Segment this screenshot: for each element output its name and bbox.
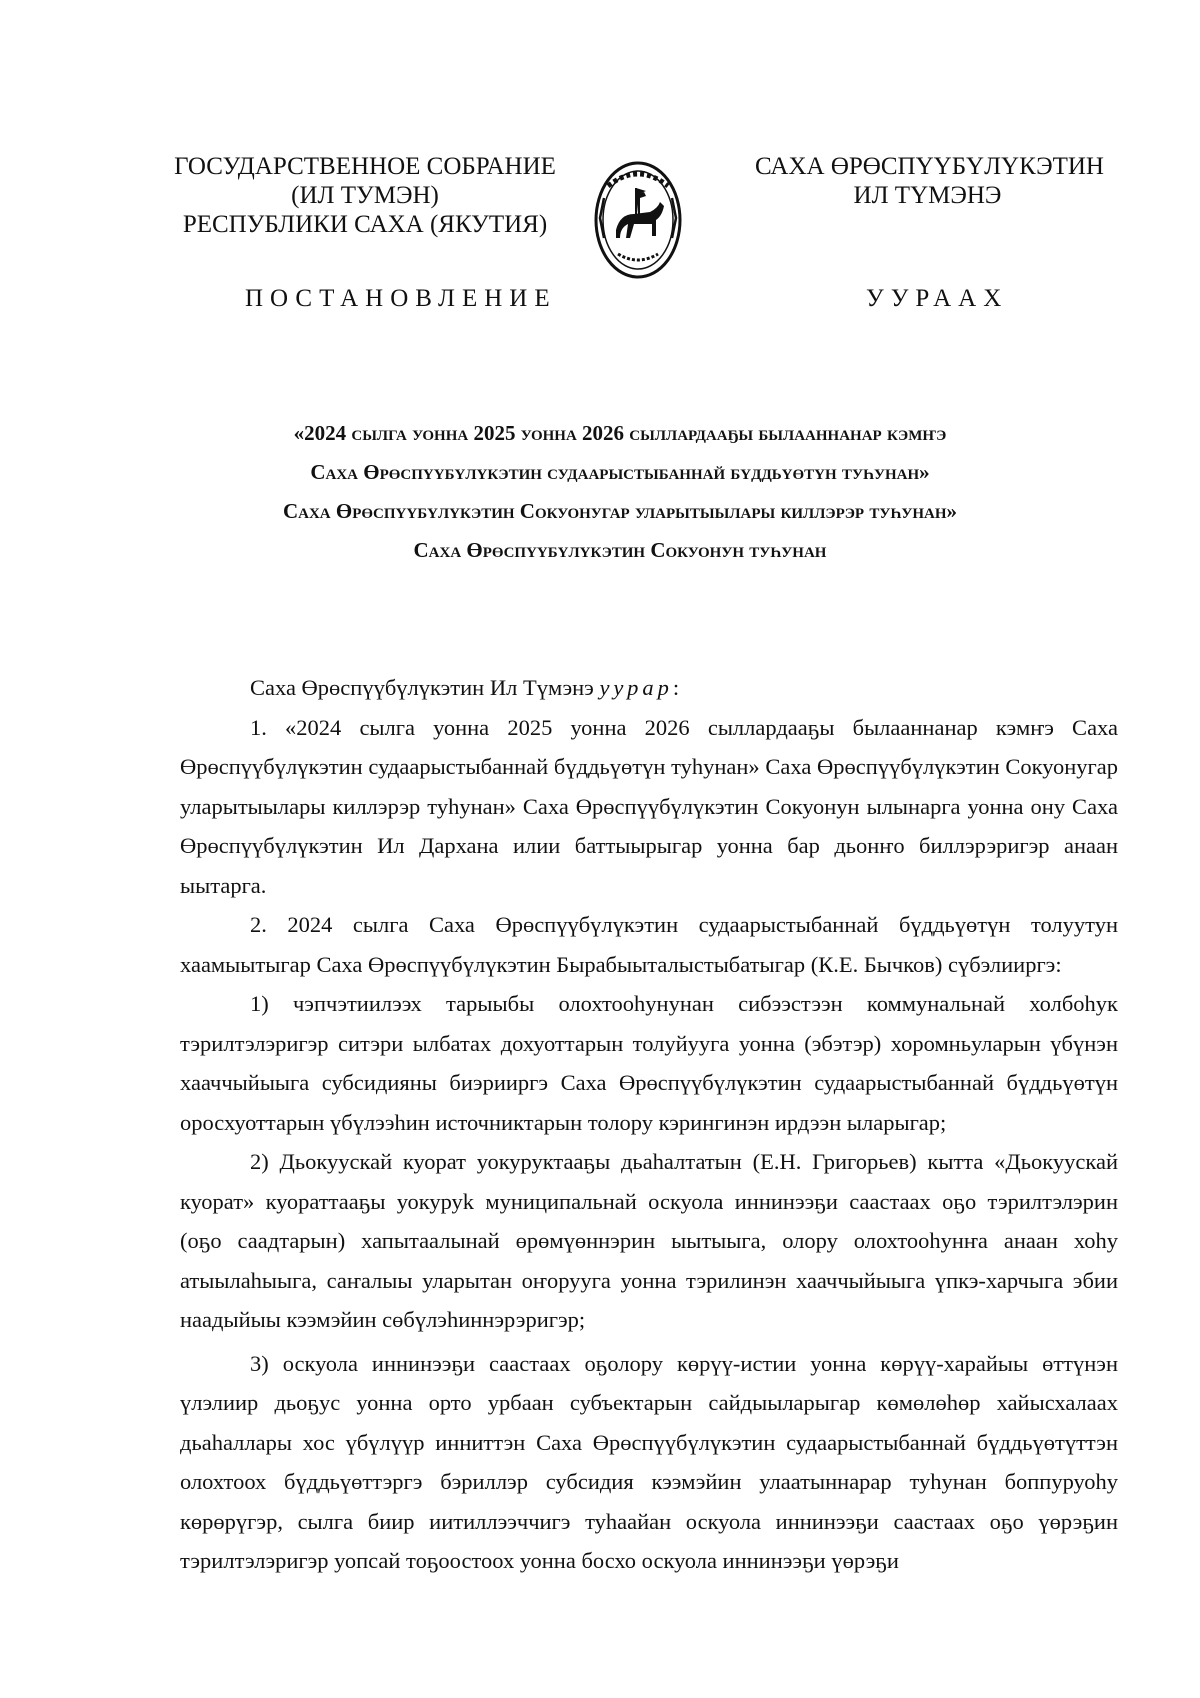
resolution-title (190, 414, 1050, 570)
intro-paragraph (180, 668, 1118, 708)
paragraph-2-item-2: 2) Дьокуускай куорат уокуруктааҕы дьаһалтатын (Е.Н. Григорьев) кытта «Дьокуускай куорат» куораттааҕы уокуруk муниципальнай оскуола иннинээҕи саастаах оҕо тэрилтэлэрин (оҕо саадтарын) хапытаалынай өрөмүөннэрин ыытыыга, олору олохтооһунҥа анаан хоһу атыылаһыыга, саҥалыы уларытан оҥорууга уонна тэрилинэн хааччыйыыга үпкэ-харчыга эбии наадыйыы кээмэйин сөбүлэһиннэрэригэр; (180, 1149, 1118, 1332)
left-org-line-1: ГОСУДАРСТВЕННОЕ СОБРАНИЕ (174, 153, 556, 180)
right-org-line-2: ИЛ ТҮМЭНЭ (853, 182, 1002, 209)
left-org-line-2: (ИЛ ТУМЭН) (291, 182, 439, 209)
left-organization-name (170, 152, 560, 239)
intro-emphasis: уурар (599, 675, 673, 700)
title-line-1: «2024 сылга уонна 2025 уонна 2026 сыллардааҕы былааннанар кэмҥэ (293, 421, 947, 445)
intro-lead: Саха Өрөспүүбүлүкэтин Ил Түмэнэ (250, 675, 600, 700)
title-line-3: Саха Өрөспүүбүлүкэтин Сокуонугар уларытыылары киллэрэр туһунан» (282, 499, 958, 523)
resolution-body (180, 668, 1118, 1581)
intro-tail: : (672, 675, 680, 700)
document-type-russian: ПОСТАНОВЛЕНИЕ (245, 285, 557, 312)
paragraph-2: 2. 2024 сылга Саха Өрөспүүбүлүкэтин судаарыстыбаннай бүддьүөтүн толуутун хаамыытыгар Саха Өрөспүүбүлүкэтин Бырабыыталыстыбатыгар (К.Е. Бычков) сүбэлииргэ: (180, 912, 1118, 977)
document-type-sakha: УУРААХ (866, 285, 1009, 312)
right-organization-name (755, 152, 1104, 210)
paragraph-2-item-3: 3) оскуола иннинээҕи саастаах оҕолору көрүү-истии уонна көрүү-харайыы өттүнэн үлэлиир дьоҕус уонна орто урбаан субъектарын сайдыыларыгар көмөлөһөр хайысхалаах дьаһаллары хос үбүлүүр инниттэн Саха Өрөспүүбүлүкэтин судаарыстыбаннай бүддьүөтүттэн олохтоох бүддьүөттэргэ бэриллэр субсидия кээмэйин улаатыннарар туһунан боппуруоһу көрөрүгэр, сылга биир иитиллээччигэ туһаайан оскуола иннинээҕи саастаах оҕо үөрэҕин тэрилтэлэригэр уопсай тоҕоостоох уонна босхо оскуола иннинээҕи үөрэҕи (180, 1350, 1118, 1573)
title-line-2: Саха Өрөспүүбүлүкэтин судаарыстыбаннай бүддьүөтүн туһунан» (310, 460, 930, 484)
right-org-line-1: САХА ӨРӨСПҮҮБҮЛҮКЭТИН (755, 153, 1104, 180)
paragraph-1: 1. «2024 сылга уонна 2025 уонна 2026 сыллардааҕы былааннанар кэмҥэ Саха Өрөспүүбүлүкэтин судаарыстыбаннай бүддьүөтүн туһунан» Саха Өрөспүүбүлүкэтин Сокуонугар уларытыылары киллэрэр туһунан» Саха Өрөспүүбүлүкэтин Сокуонун ылынарга уонна ону Саха Өрөспүүбүлүкэтин Ил Дархана илии баттыырыгар уонна бар дьонҥо биллэрэригэр анаан ыытарга. (180, 714, 1118, 898)
sakha-republic-emblem-icon (590, 158, 686, 288)
title-line-4: Саха Өрөспүүбүлүкэтин Сокуонун туһунан (413, 538, 827, 562)
left-org-line-3: РЕСПУБЛИКИ САХА (ЯКУТИЯ) (182, 211, 548, 238)
paragraph-2-item-1: 1) чэпчэтиилээх тарыыбы олохтооһунунан сибээстээн коммунальнай холбоһук тэрилтэлэригэр ситэри ылбатах дохуоттарын толуйууга уонна (эбэтэр) хоромньуларын үбүнэн хааччыйыыга субсидияны биэрииргэ Саха Өрөспүүбүлүкэтин судаарыстыбаннай бүддьүөтүн оросхуоттарын үбүлээһин источниктарын толору кэрингинэн ирдээн ыларыгар; (180, 991, 1118, 1135)
